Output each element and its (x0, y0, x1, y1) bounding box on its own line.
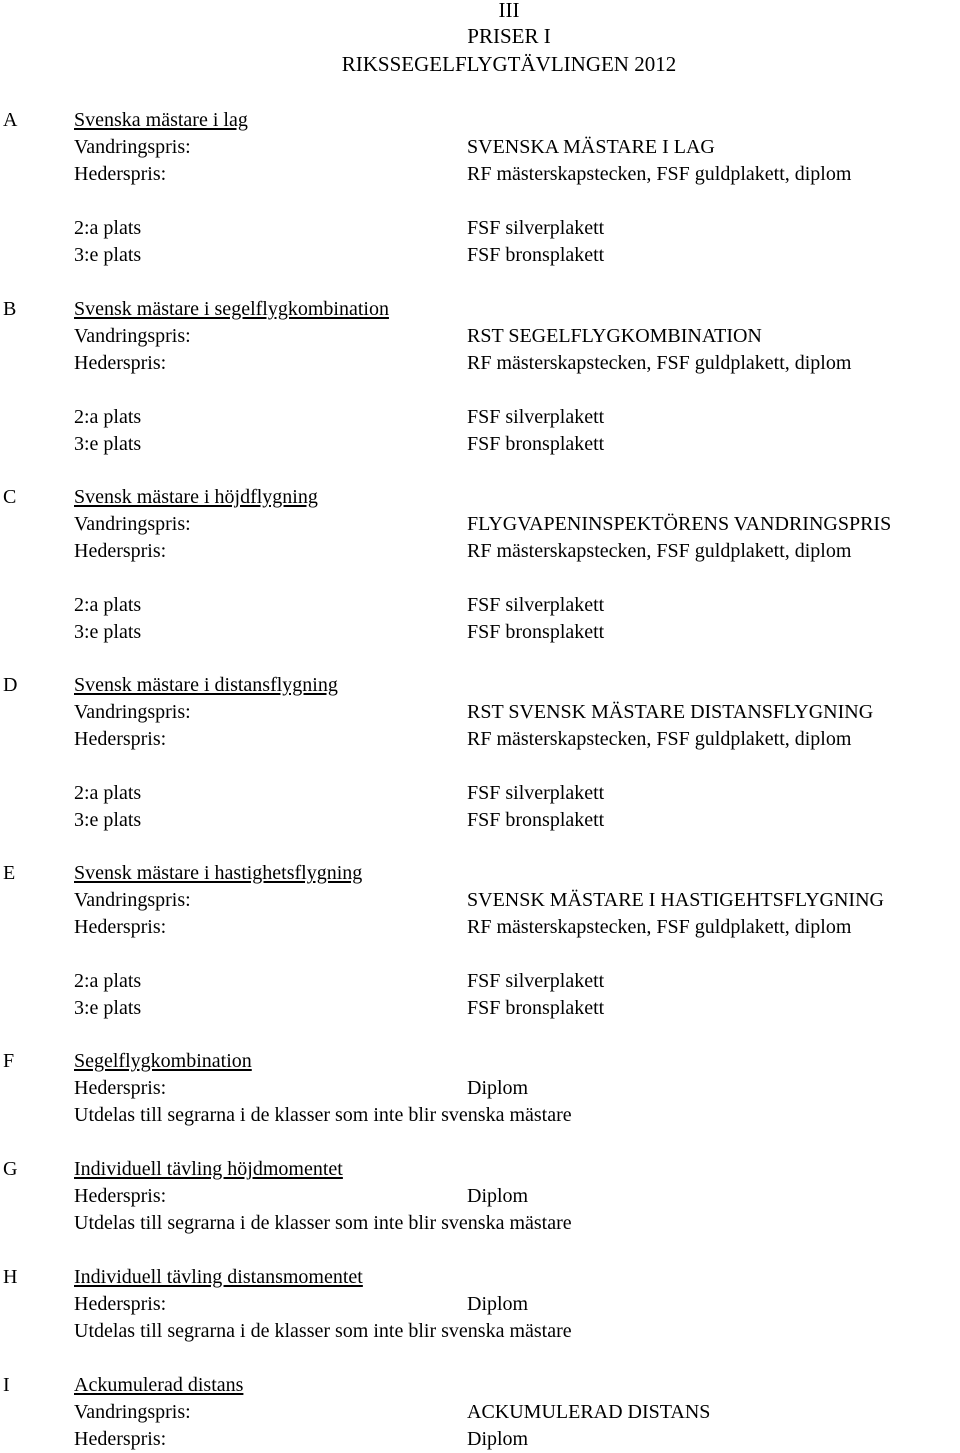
vandringspris-value: SVENSKA MÄSTARE I LAG (467, 136, 715, 158)
hederspris-value: Diplom (467, 1428, 529, 1450)
section-note: Utdelas till segrarna i de klasser som inte blir svenska mästare (74, 1104, 572, 1126)
hederspris-label: Hederspris: (74, 1185, 167, 1207)
second-place-prize: FSF silverplakett (467, 782, 605, 804)
hederspris-value: Diplom (467, 1185, 529, 1207)
vandringspris-label: Vandringspris: (74, 1401, 191, 1423)
second-place-prize: FSF silverplakett (467, 406, 605, 428)
second-place-label: 2:a plats (74, 594, 142, 616)
third-place-label: 3:e plats (74, 997, 142, 1019)
hederspris-value: RF mästerskapstecken, FSF guldplakett, diplom (467, 728, 852, 750)
vandringspris-label: Vandringspris: (74, 701, 191, 723)
third-place-prize: FSF bronsplakett (467, 621, 605, 643)
section-title: Individuell tävling distansmomentet (74, 1266, 363, 1288)
section-title: Individuell tävling höjdmomentet (74, 1158, 343, 1180)
second-place-label: 2:a plats (74, 217, 142, 239)
section-letter: C (3, 486, 17, 508)
vandringspris-value: FLYGVAPENINSPEKTÖRENS VANDRINGSPRIS (467, 513, 892, 535)
vandringspris-value: ACKUMULERAD DISTANS (467, 1401, 711, 1423)
hederspris-value: Diplom (467, 1293, 529, 1315)
second-place-label: 2:a plats (74, 406, 142, 428)
section-title: Svensk mästare i hastighetsflygning (74, 862, 363, 884)
hederspris-value: RF mästerskapstecken, FSF guldplakett, diplom (467, 352, 852, 374)
section-title: Svensk mästare i segelflygkombination (74, 298, 389, 320)
second-place-label: 2:a plats (74, 970, 142, 992)
hederspris-label: Hederspris: (74, 540, 167, 562)
third-place-label: 3:e plats (74, 244, 142, 266)
hederspris-label: Hederspris: (74, 352, 167, 374)
hederspris-value: RF mästerskapstecken, FSF guldplakett, diplom (467, 916, 852, 938)
second-place-label: 2:a plats (74, 782, 142, 804)
section-letter: A (3, 109, 18, 131)
vandringspris-value: RST SEGELFLYGKOMBINATION (467, 325, 762, 347)
section-letter: F (3, 1050, 15, 1072)
page-number: III (498, 0, 520, 22)
third-place-prize: FSF bronsplakett (467, 244, 605, 266)
vandringspris-label: Vandringspris: (74, 513, 191, 535)
hederspris-value: RF mästerskapstecken, FSF guldplakett, diplom (467, 163, 852, 185)
hederspris-label: Hederspris: (74, 1293, 167, 1315)
section-note: Utdelas till segrarna i de klasser som inte blir svenska mästare (74, 1212, 572, 1234)
document-title-line2: RIKSSEGELFLYGTÄVLINGEN 2012 (341, 52, 677, 76)
third-place-label: 3:e plats (74, 433, 142, 455)
hederspris-label: Hederspris: (74, 1077, 167, 1099)
section-letter: G (3, 1158, 18, 1180)
hederspris-label: Hederspris: (74, 728, 167, 750)
page-header (0, 0, 960, 78)
vandringspris-label: Vandringspris: (74, 325, 191, 347)
vandringspris-label: Vandringspris: (74, 889, 191, 911)
hederspris-value: RF mästerskapstecken, FSF guldplakett, diplom (467, 540, 852, 562)
section-title: Segelflygkombination (74, 1050, 252, 1072)
third-place-prize: FSF bronsplakett (467, 433, 605, 455)
vandringspris-value: RST SVENSK MÄSTARE DISTANSFLYGNING (467, 701, 874, 723)
section-title: Svensk mästare i distansflygning (74, 674, 338, 696)
third-place-label: 3:e plats (74, 809, 142, 831)
hederspris-label: Hederspris: (74, 163, 167, 185)
second-place-prize: FSF silverplakett (467, 217, 605, 239)
vandringspris-label: Vandringspris: (74, 136, 191, 158)
second-place-prize: FSF silverplakett (467, 594, 605, 616)
hederspris-label: Hederspris: (74, 916, 167, 938)
hederspris-value: Diplom (467, 1077, 529, 1099)
vandringspris-value: SVENSK MÄSTARE I HASTIGEHTSFLYGNING (467, 889, 884, 911)
section-title: Ackumulerad distans (74, 1374, 244, 1396)
section-letter: I (3, 1374, 10, 1396)
section-letter: D (3, 674, 18, 696)
third-place-prize: FSF bronsplakett (467, 997, 605, 1019)
section-letter: H (3, 1266, 18, 1288)
section-letter: B (3, 298, 17, 320)
third-place-prize: FSF bronsplakett (467, 809, 605, 831)
document-title-line1: PRISER I (467, 24, 551, 48)
second-place-prize: FSF silverplakett (467, 970, 605, 992)
section-title: Svenska mästare i lag (74, 109, 248, 131)
third-place-label: 3:e plats (74, 621, 142, 643)
section-letter: E (3, 862, 16, 884)
section-note: Utdelas till segrarna i de klasser som inte blir svenska mästare (74, 1320, 572, 1342)
section-title: Svensk mästare i höjdflygning (74, 486, 318, 508)
hederspris-label: Hederspris: (74, 1428, 167, 1450)
